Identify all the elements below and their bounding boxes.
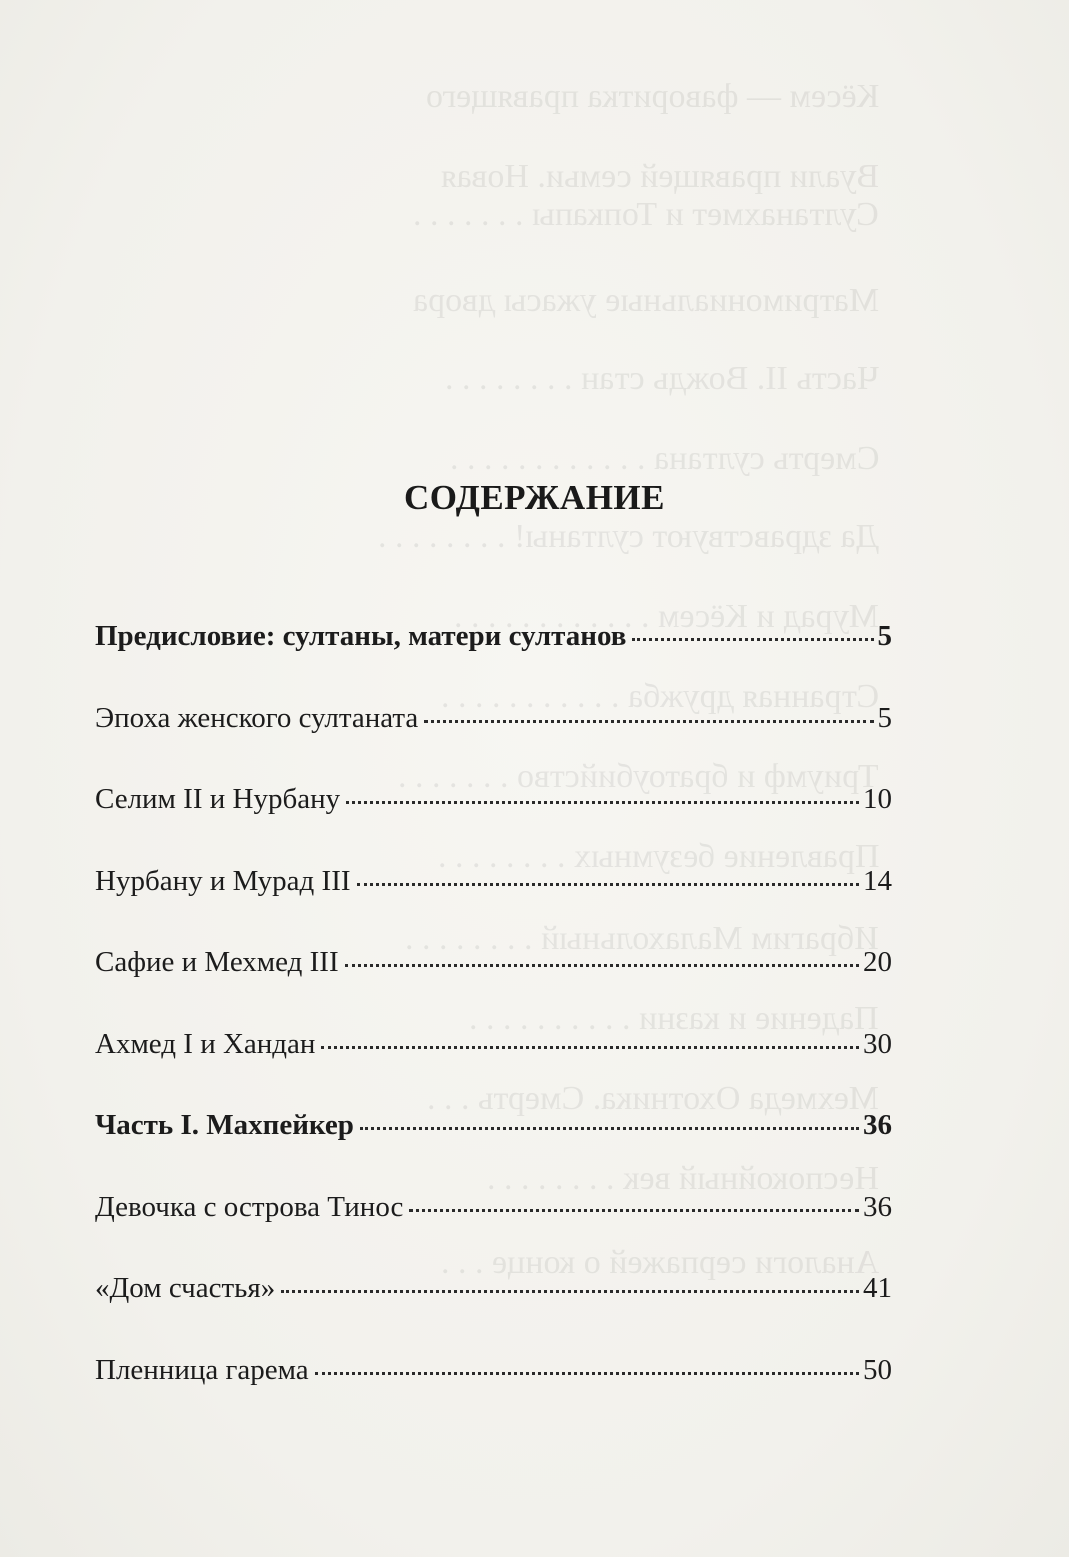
dot-leader xyxy=(357,882,859,886)
toc-entry-title: Девочка с острова Тинос xyxy=(95,1190,404,1223)
dot-leader xyxy=(281,1289,859,1293)
show-through-line: Часть II. Вождь стан . . . . . . . . xyxy=(444,360,879,397)
show-through-line: Правление безумных . . . . . . . . xyxy=(437,838,879,875)
dot-leader xyxy=(424,719,873,723)
toc-entry-page-number: 5 xyxy=(877,620,892,652)
toc-entry-page-number: 5 xyxy=(877,701,892,734)
toc-entry xyxy=(95,1101,892,1149)
toc-entry-title: Часть I. Махпейкер xyxy=(95,1109,354,1141)
toc-entry-title: Эпоха женского султаната xyxy=(95,701,419,734)
toc-entry-title: Ахмед I и Хандан xyxy=(95,1027,316,1060)
toc-entry-title: Сафие и Мехмед III xyxy=(95,946,339,978)
dot-leader xyxy=(345,963,859,967)
toc-entry-page-number: 30 xyxy=(863,1027,892,1060)
toc-entry xyxy=(95,938,892,986)
toc-entry-title: Нурбану и Мурад III xyxy=(95,864,351,897)
toc-entry xyxy=(95,612,892,660)
toc-entry-page-number: 10 xyxy=(863,783,892,815)
toc-entry-title: Предисловие: султаны, матери султанов xyxy=(95,620,627,652)
show-through-line: Вуали правящей семьи. Новая xyxy=(440,158,879,195)
dot-leader xyxy=(346,800,859,804)
toc-entry xyxy=(95,775,892,823)
show-through-line: Султанахмет и Топкапы . . . . . . . xyxy=(413,196,879,233)
dot-leader xyxy=(315,1371,859,1375)
page-title: СОДЕРЖАНИЕ xyxy=(403,478,665,517)
toc-entry xyxy=(95,1183,892,1231)
show-through-line: Мурад и Кёсем . . . . . . . . . . . . xyxy=(454,598,879,635)
show-through-line: Смерть султана . . . . . . . . . . . . xyxy=(449,440,879,477)
toc-entry-title: Пленница гарема xyxy=(95,1353,309,1386)
show-through-line: Кёсем — фаворитка правящего xyxy=(425,78,879,115)
toc-entry xyxy=(95,694,892,742)
toc-entry-page-number: 50 xyxy=(863,1353,892,1386)
show-through-line: Ибрагим Малахольный . . . . . . . . xyxy=(405,920,879,957)
toc-entry-page-number: 41 xyxy=(863,1272,892,1304)
toc-entry-page-number: 36 xyxy=(863,1190,892,1223)
show-through-line: Матримониальные ужасы двора xyxy=(412,282,879,319)
toc-entry xyxy=(95,857,892,905)
toc-entry-page-number: 14 xyxy=(863,864,892,897)
show-through-line: Неспокойный век . . . . . . . . xyxy=(487,1160,879,1197)
toc-entry xyxy=(95,1020,892,1068)
dot-leader xyxy=(360,1126,859,1130)
dot-leader xyxy=(409,1208,859,1212)
dot-leader xyxy=(632,637,873,641)
dot-leader xyxy=(321,1045,859,1049)
toc-entry-title: Селим II и Нурбану xyxy=(95,783,341,815)
show-through-line: Падение и казни . . . . . . . . . . xyxy=(469,1000,879,1037)
show-through-line: Мехмеда Охотника. Смерть . . . xyxy=(427,1080,879,1117)
show-through-line: Аналоги серпажей о конце . . . xyxy=(440,1244,879,1281)
show-through-line: Триумф и братоубийство . . . . . . . xyxy=(398,758,879,795)
toc-entry-page-number: 36 xyxy=(863,1109,892,1141)
toc-entry-page-number: 20 xyxy=(863,946,892,978)
toc-entry xyxy=(95,1346,892,1394)
show-through-line: Да здравствуют султаны! . . . . . . . . xyxy=(378,518,879,555)
toc-entry-title: «Дом счастья» xyxy=(95,1272,276,1304)
toc-entry xyxy=(95,1264,892,1312)
show-through-line: Странная дружба . . . . . . . . . . . xyxy=(440,678,879,715)
